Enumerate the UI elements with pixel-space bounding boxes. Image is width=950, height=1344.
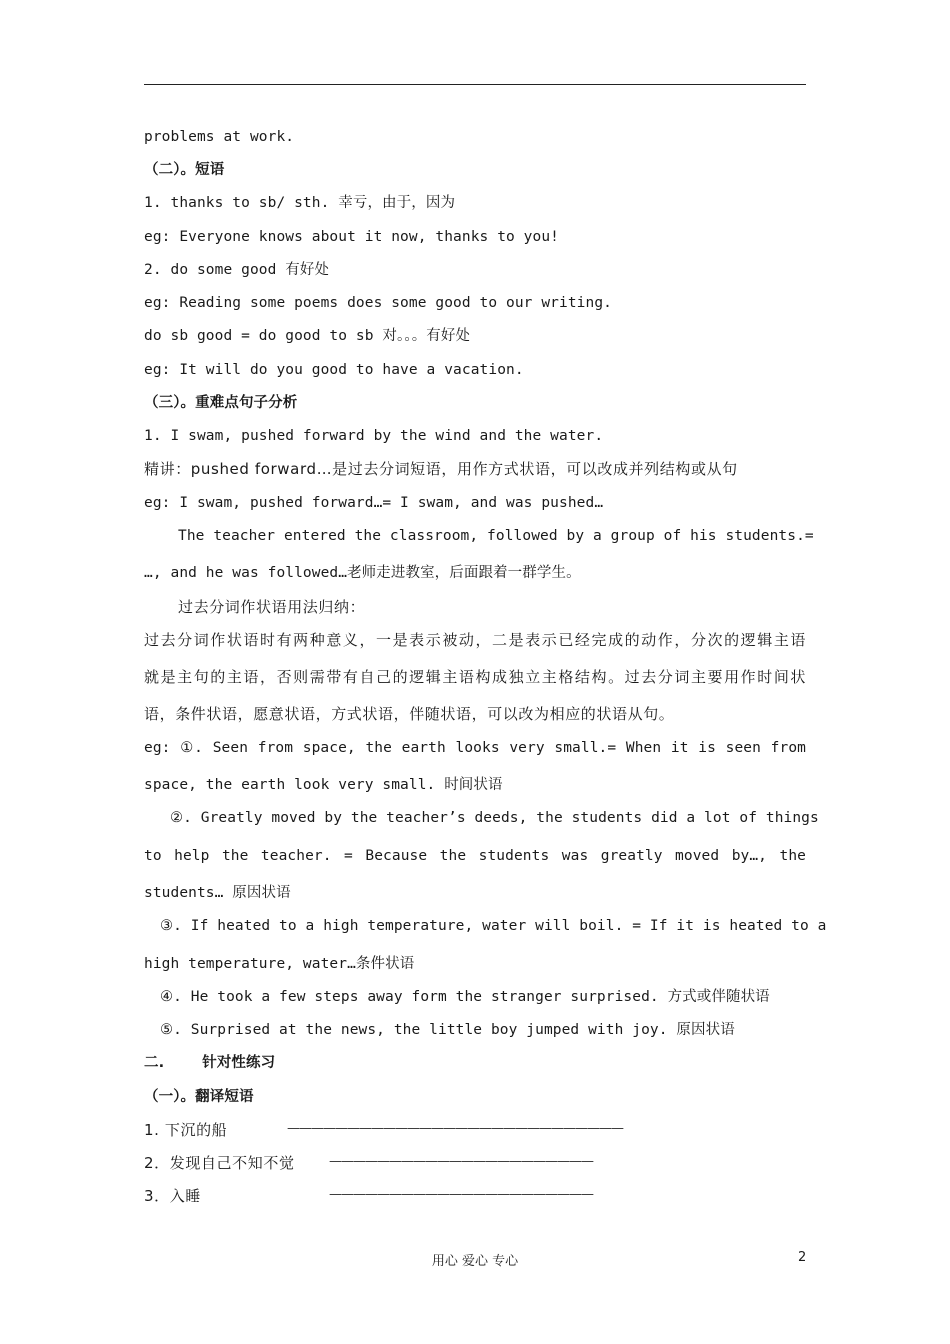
- answer-blank: ————————————————————————————: [287, 1121, 623, 1136]
- text-line: 2. do some good 有好处: [144, 262, 330, 278]
- example-line: ③. If heated to a high temperature, water will boil. = If it is heated to a: [160, 918, 827, 934]
- example-line: ②. Greatly moved by the teacher’s deeds, the students did a lot of things: [170, 810, 819, 826]
- answer-blank: ——————————————————————: [329, 1154, 593, 1169]
- text-line: …, and he was followed…老师走进教室，后面跟着一群学生。: [144, 565, 581, 581]
- exercise-item: 2．发现自己不知不觉: [144, 1154, 295, 1172]
- text-line: 1. I swam, pushed forward by the wind and the water.: [144, 428, 604, 444]
- example-line: eg: Everyone knows about it now, thanks to you!: [144, 229, 559, 245]
- text-line: 过去分词作状语时有两种意义，一是表示被动，二是表示已经完成的动作，分次的逻辑主语: [144, 631, 806, 649]
- section-heading: （二）。短语: [144, 162, 225, 178]
- text-line: space, the earth look very small. 时间状语: [144, 777, 503, 793]
- answer-blank: ——————————————————————: [329, 1187, 593, 1202]
- page-footer: 用心 爱心 专心: [431, 1254, 519, 1269]
- text-line: problems at work.: [144, 129, 295, 145]
- exercise-item: 3．入睡: [144, 1187, 201, 1205]
- header-rule: [144, 84, 806, 85]
- example-line: ④. He took a few steps away form the stranger surprised. 方式或伴随状语: [160, 989, 770, 1005]
- text-line: to help the teacher. = Because the students was greatly moved by…, the: [144, 848, 806, 864]
- section-heading: （一）。翻译短语: [144, 1089, 254, 1105]
- text-line: 就是主句的主语，否则需带有自己的逻辑主语构成独立主格结构。过去分词主要用作时间状: [144, 668, 806, 686]
- example-line: eg: I swam, pushed forward…= I swam, and was pushed…: [144, 495, 604, 511]
- section-number: 二.: [144, 1055, 165, 1071]
- text-line: 1. thanks to sb/ sth. 幸亏，由于，因为: [144, 195, 456, 211]
- page-number: 2: [798, 1250, 807, 1265]
- section-heading: [144, 1053, 806, 1073]
- text-line: 过去分词作状语用法归纳：: [178, 598, 366, 616]
- example-line: ⑤. Surprised at the news, the little boy jumped with joy. 原因状语: [160, 1022, 735, 1038]
- text-line: do sb good = do good to sb 对。。。有好处: [144, 328, 471, 344]
- text-line: high temperature, water…条件状语: [144, 956, 415, 972]
- example-line: eg: ①. Seen from space, the earth looks very small.= When it is seen from: [144, 740, 806, 756]
- text-line: students… 原因状语: [144, 885, 291, 901]
- exercise-item: 1. 下沉的船: [144, 1121, 228, 1139]
- section-title: 针对性练习: [202, 1055, 276, 1071]
- example-line: eg: It will do you good to have a vacation.: [144, 362, 524, 378]
- text-line: 精讲：pushed forward…是过去分词短语，用作方式状语，可以改成并列结构或从句: [144, 460, 738, 478]
- example-line: eg: Reading some poems does some good to our writing.: [144, 295, 612, 311]
- text-line: The teacher entered the classroom, followed by a group of his students.=: [178, 528, 814, 544]
- text-line: 语，条件状语，愿意状语，方式状语，伴随状语，可以改为相应的状语从句。: [144, 705, 675, 723]
- section-heading: （三）。重难点句子分析: [144, 395, 298, 411]
